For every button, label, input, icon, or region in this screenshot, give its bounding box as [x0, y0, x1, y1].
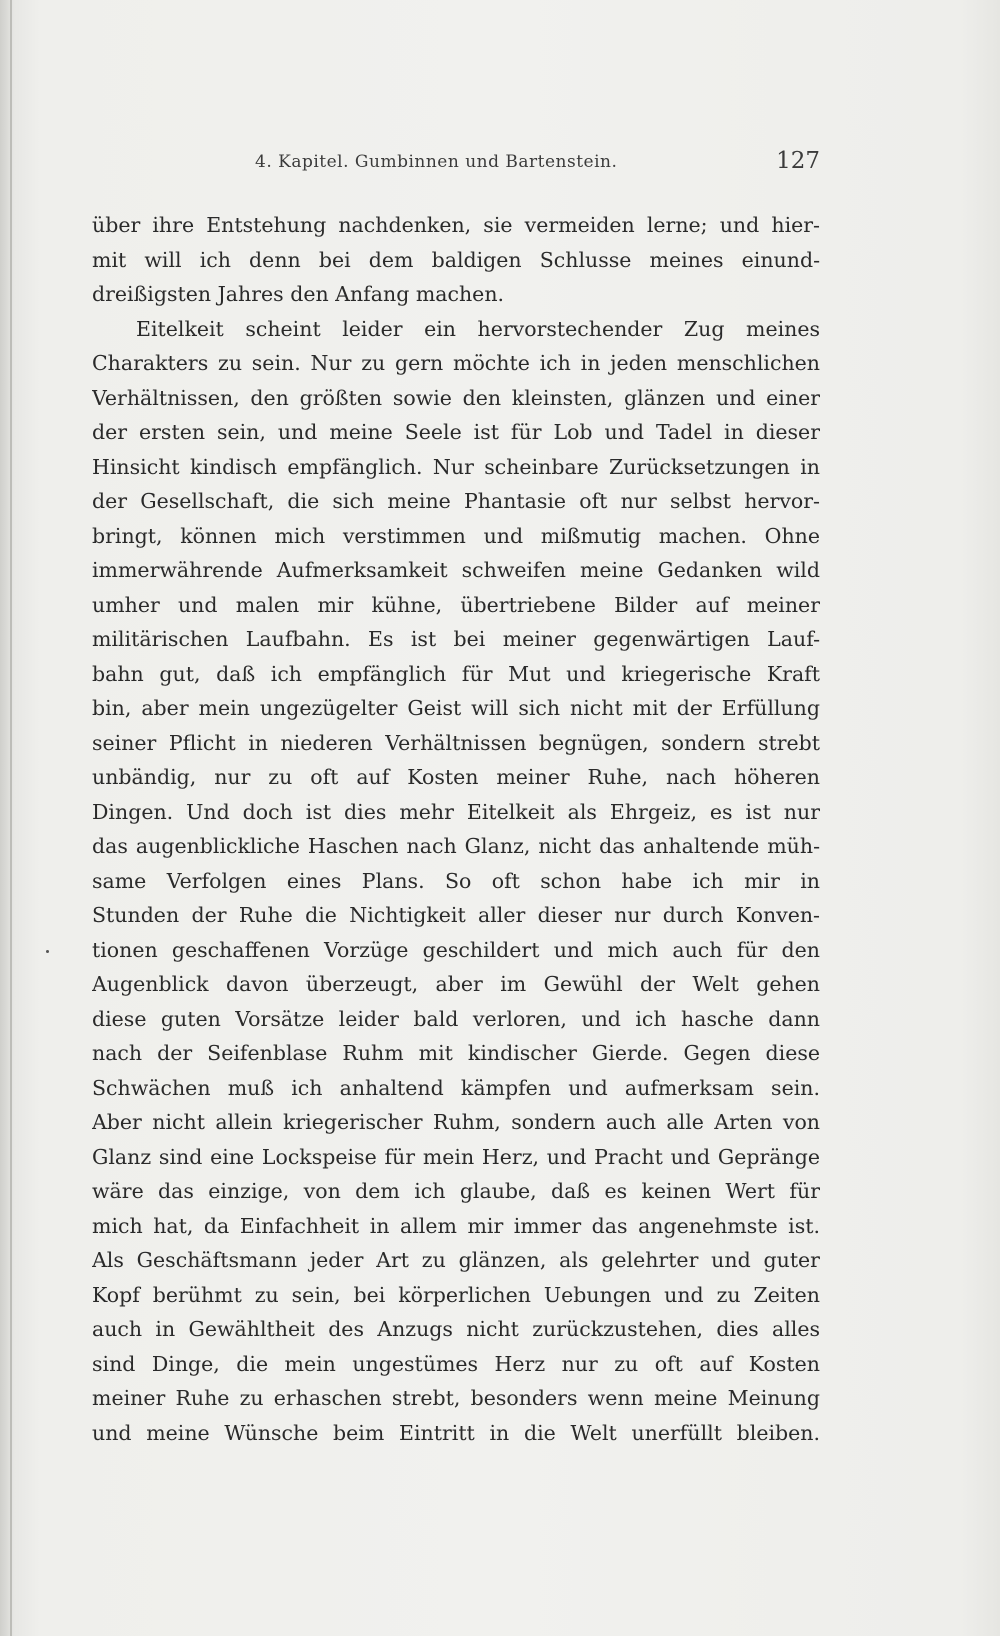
text-line: militärischen Laufbahn. Es ist bei meiner gegenwärtigen Lauf- — [92, 627, 820, 651]
text-line: der Gesellschaft, die sich meine Phantasie oft nur selbst hervor- — [92, 489, 820, 513]
text-line: Aber nicht allein kriegerischer Ruhm, sondern auch alle Arten von — [92, 1110, 820, 1134]
page-number: 127 — [776, 148, 820, 174]
text-line: immerwährende Aufmerksamkeit schweifen meine Gedanken wild — [92, 558, 820, 582]
text-line: diese guten Vorsätze leider bald verloren, und ich hasche dann — [92, 1006, 820, 1031]
text-line: seiner Pflicht in niederen Verhältnissen begnügen, sondern strebt — [92, 730, 820, 755]
text-line: bahn gut, daß ich empfänglich für Mut und kriegerische Kraft — [92, 661, 820, 686]
text-line: Als Geschäftsmann jeder Art zu glänzen, als gelehrter und guter — [92, 1248, 820, 1272]
ink-speck — [46, 950, 49, 953]
text-line: nach der Seifenblase Ruhm mit kindischer Gierde. Gegen diese — [92, 1041, 820, 1065]
text-line: Glanz sind eine Lockspeise für mein Herz, und Pracht und Gepränge — [92, 1144, 820, 1169]
text-line: und meine Wünsche beim Eintritt in die Welt unerfüllt bleiben. — [92, 1420, 820, 1445]
text-line: Stunden der Ruhe die Nichtigkeit aller dieser nur durch Konven- — [92, 903, 820, 927]
text-line: Dingen. Und doch ist dies mehr Eitelkeit als Ehrgeiz, es ist nur — [92, 799, 820, 824]
text-line: umher und malen mir kühne, übertriebene Bilder auf meiner — [92, 592, 820, 617]
running-head: 4. Kapitel. Gumbinnen und Bartenstein. — [255, 152, 618, 172]
text-line: dreißigsten Jahres den Anfang machen. — [92, 282, 505, 306]
text-line: bringt, können mich verstimmen und mißmutig machen. Ohne — [92, 523, 820, 548]
text-line: mich hat, da Einfachheit in allem mir immer das angenehmste ist. — [92, 1213, 820, 1238]
text-line: Schwächen muß ich anhaltend kämpfen und aufmerksam sein. — [92, 1075, 820, 1100]
text-line: das augenblickliche Haschen nach Glanz, nicht das anhaltende müh- — [92, 834, 820, 858]
text-line: über ihre Entstehung nachdenken, sie vermeiden lerne; und hier- — [92, 213, 820, 237]
body-text — [92, 208, 820, 1450]
text-line: tionen geschaffenen Vorzüge geschildert und mich auch für den — [92, 937, 820, 962]
text-line: Kopf berühmt zu sein, bei körperlichen Uebungen und zu Zeiten — [92, 1282, 820, 1307]
text-line: meiner Ruhe zu erhaschen strebt, besonders wenn meine Meinung — [92, 1386, 820, 1410]
text-line: Verhältnissen, den größten sowie den kleinsten, glänzen und einer — [92, 385, 820, 410]
text-line: Augenblick davon überzeugt, aber im Gewühl der Welt gehen — [92, 972, 820, 996]
text-line: wäre das einzige, von dem ich glaube, daß es keinen Wert für — [92, 1179, 820, 1203]
text-line: auch in Gewähltheit des Anzugs nicht zurückzustehen, dies alles — [92, 1317, 820, 1341]
text-line: Charakters zu sein. Nur zu gern möchte ich in jeden menschlichen — [92, 351, 820, 375]
text-line: same Verfolgen eines Plans. So oft schon habe ich mir in — [92, 868, 820, 893]
binding-gutter — [10, 0, 12, 1636]
text-line: sind Dinge, die mein ungestümes Herz nur zu oft auf Kosten — [92, 1351, 820, 1376]
text-line: bin, aber mein ungezügelter Geist will sich nicht mit der Erfüllung — [92, 696, 820, 720]
text-line: der ersten sein, und meine Seele ist für Lob und Tadel in dieser — [92, 420, 820, 444]
page-header — [90, 148, 820, 182]
text-line: mit will ich denn bei dem baldigen Schlusse meines einund- — [92, 247, 820, 272]
text-line: Eitelkeit scheint leider ein hervorstechender Zug meines — [136, 316, 820, 341]
text-line: Hinsicht kindisch empfänglich. Nur scheinbare Zurücksetzungen in — [92, 454, 820, 479]
text-line: unbändig, nur zu oft auf Kosten meiner Ruhe, nach höheren — [92, 765, 820, 789]
